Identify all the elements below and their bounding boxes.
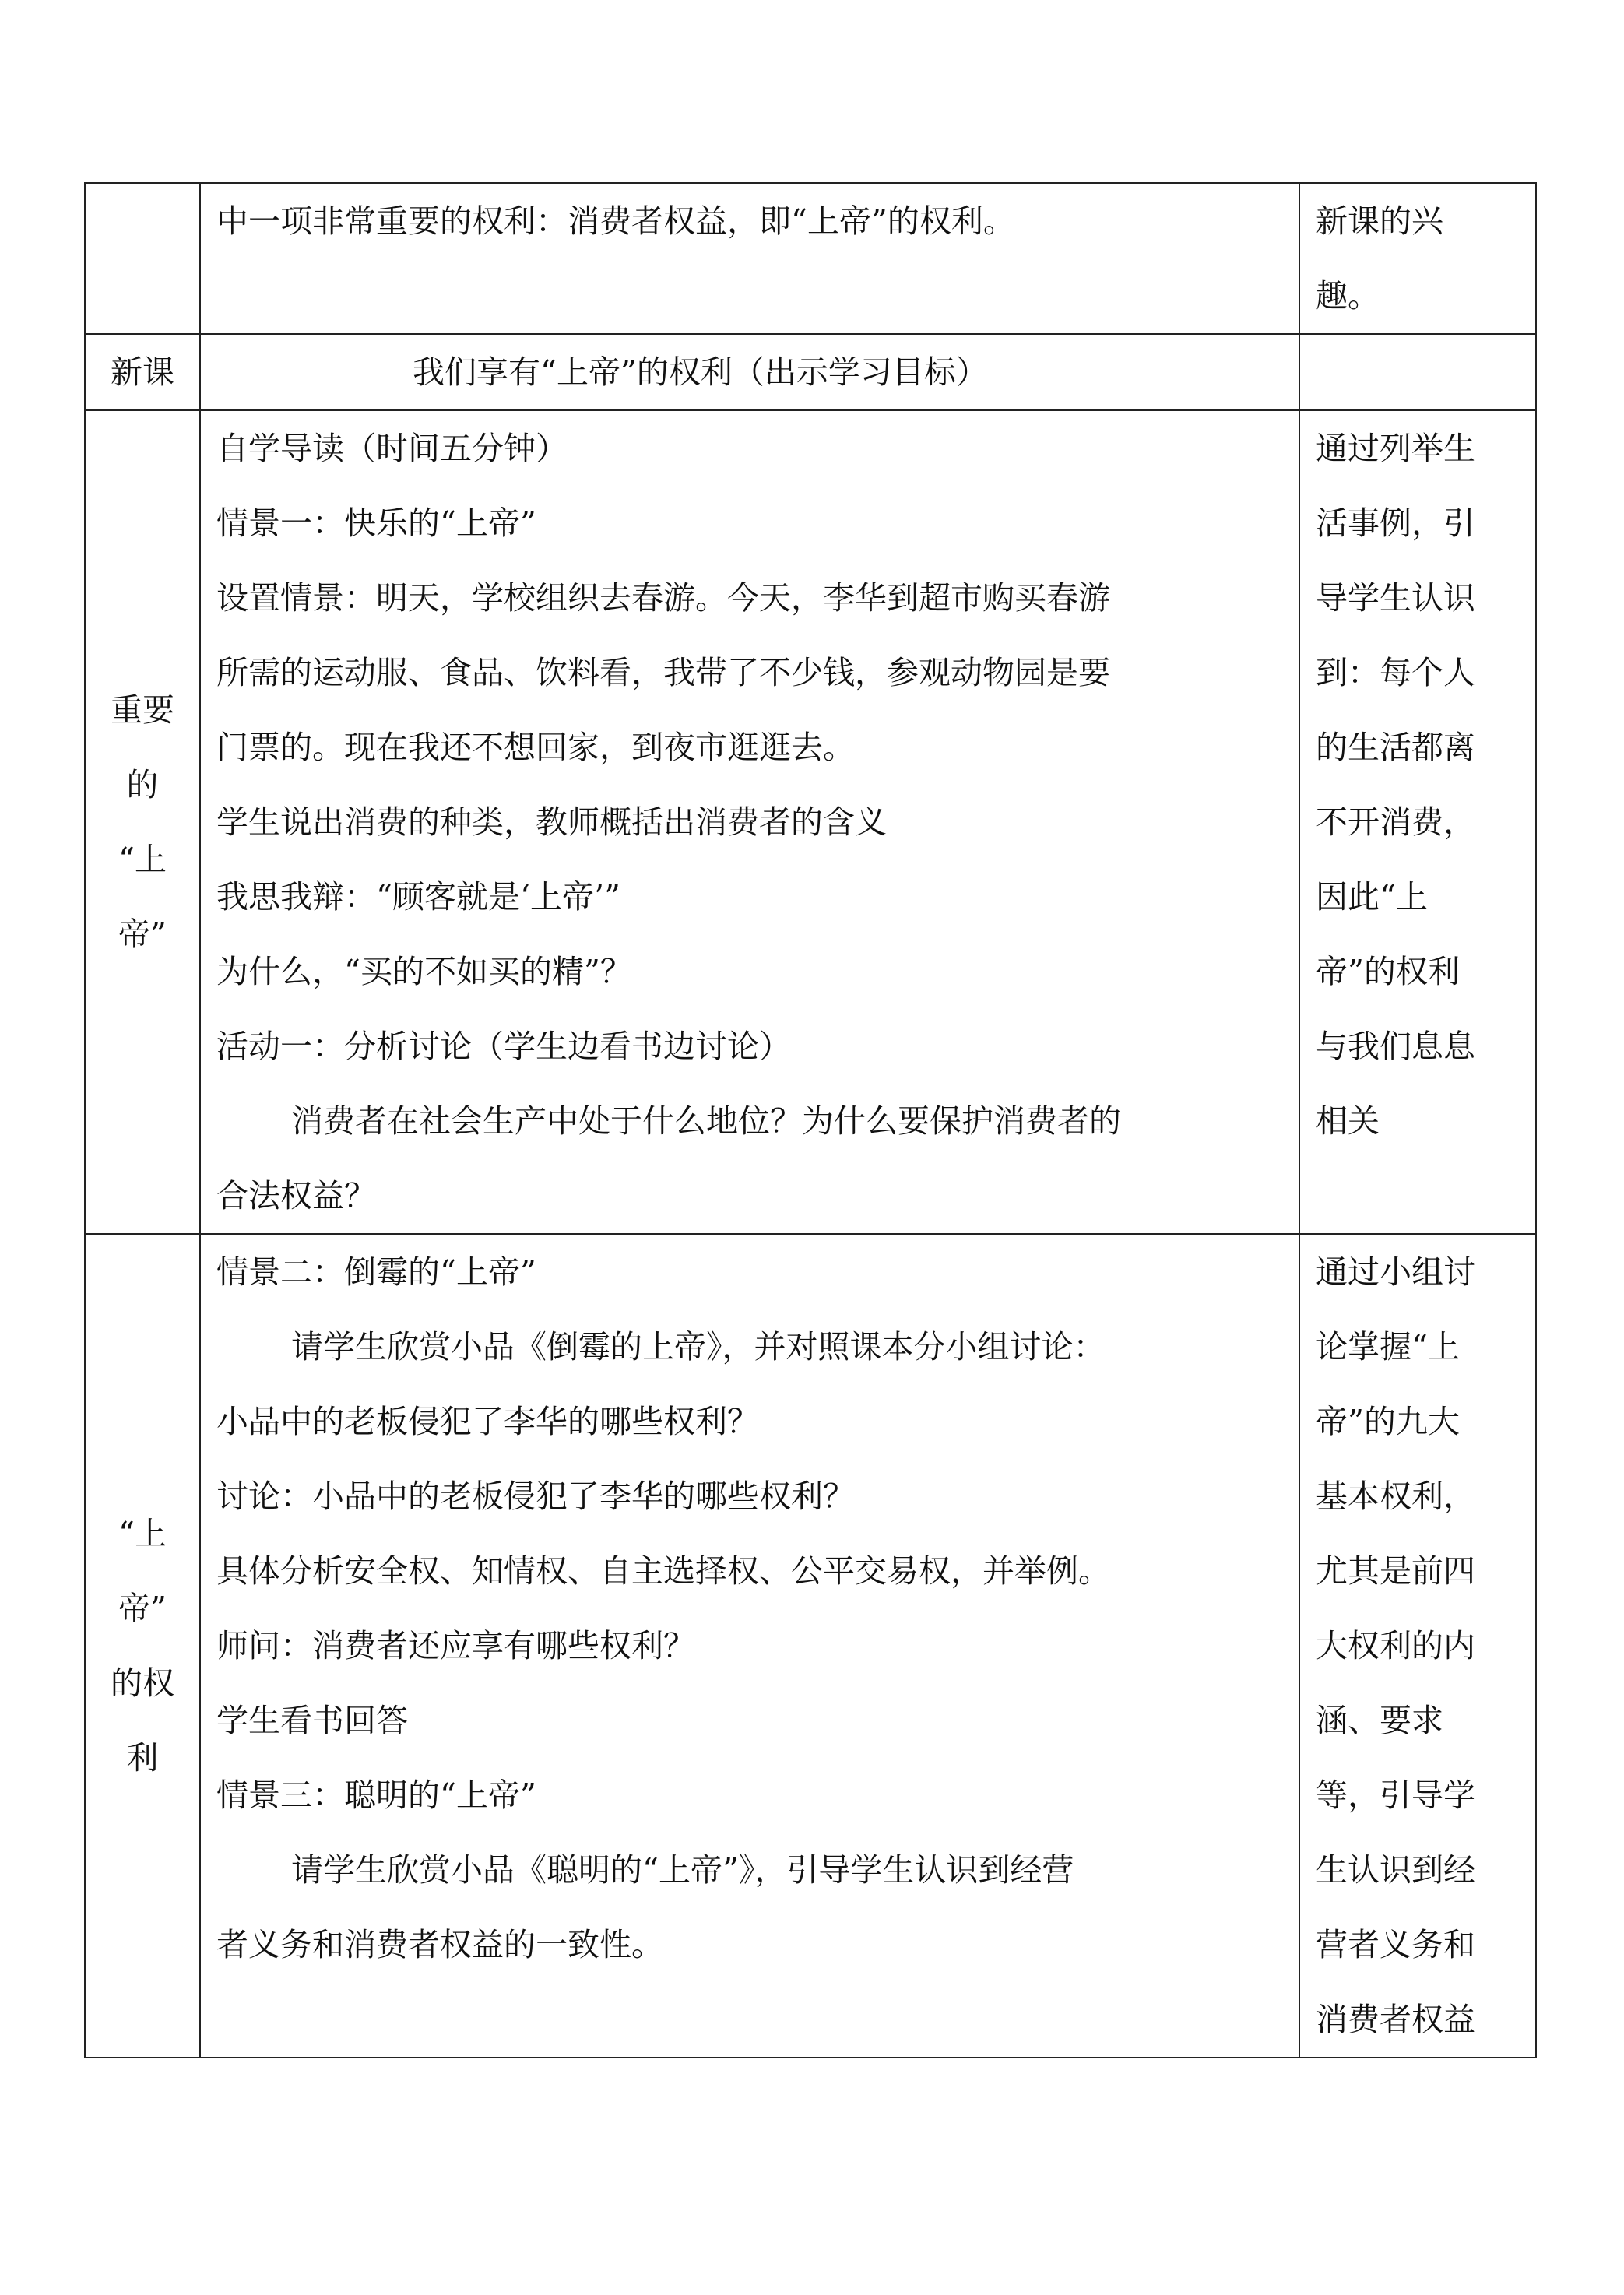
stage-cell: [85, 410, 200, 1234]
content-cell: [200, 334, 1299, 410]
stage-cell: [85, 183, 200, 334]
purpose-cell: [1299, 1234, 1536, 2058]
content-line: 消费者在社会生产中处于什么地位？为什么要保护消费者的: [291, 1102, 1121, 1140]
content-line: 所需的运动服、食品、饮料看，我带了不少钱，参观动物园是要: [216, 654, 1110, 691]
stage-label-line: 帝”: [118, 1590, 167, 1627]
stage-label-line: “上: [118, 1515, 167, 1552]
content-line: 学生说出消费的种类，教师概括出消费者的含义: [216, 803, 887, 841]
content-line: 情景三：聪明的“上帝”: [216, 1777, 536, 1814]
stage-cell: [85, 334, 200, 410]
purpose-line: 营者义务和: [1316, 1926, 1475, 1963]
table-row: [85, 334, 1536, 410]
purpose-line: 帝”的九大: [1316, 1403, 1460, 1440]
purpose-cell: [1299, 410, 1536, 1234]
content-cell: [200, 410, 1299, 1234]
purpose-line: 到：每个人: [1316, 654, 1475, 691]
content-line: 学生看书回答: [216, 1702, 408, 1739]
section-heading: 我们享有“上帝”的权利（出示学习目标）: [413, 353, 988, 391]
content-line: 情景一：快乐的“上帝”: [216, 504, 536, 542]
content-line: 我思我辩：“顾客就是‘上帝’”: [216, 878, 620, 916]
stage-label-line: 重要: [111, 691, 174, 729]
purpose-line: 等，引导学: [1316, 1777, 1475, 1814]
stage-label-line: 帝”: [118, 916, 167, 953]
purpose-line: 涵、要求: [1316, 1702, 1443, 1739]
purpose-line: 通过小组讨: [1316, 1253, 1475, 1291]
content-cell: [200, 183, 1299, 334]
content-line: 设置情景：明天，学校组织去春游。今天，李华到超市购买春游: [216, 579, 1110, 617]
content-line: 者义务和消费者权益的一致性。: [216, 1926, 663, 1963]
table-row: [85, 1234, 1536, 2058]
content-line: 讨论：小品中的老板侵犯了李华的哪些权利？: [216, 1478, 855, 1515]
purpose-line: 新课的兴: [1316, 202, 1443, 240]
purpose-line: 生认识到经: [1316, 1851, 1475, 1889]
purpose-line: 不开消费，: [1316, 803, 1475, 841]
content-line: 自学导读（时间五分钟）: [216, 430, 568, 467]
content-line: 活动一：分析讨论（学生边看书边讨论）: [216, 1028, 791, 1065]
purpose-line: 帝”的权利: [1316, 953, 1460, 990]
lesson-plan-table: [84, 182, 1537, 2058]
content-line: 合法权益？: [216, 1177, 376, 1214]
content-line: 请学生欣赏小品《聪明的“上帝”》，引导学生认识到经营: [291, 1851, 1074, 1889]
purpose-line: 的生活都离: [1316, 729, 1475, 766]
purpose-line: 论掌握“上: [1316, 1328, 1460, 1365]
purpose-line: 大权利的内: [1316, 1627, 1475, 1664]
content-cell: [200, 1234, 1299, 2058]
purpose-line: 活事例，引: [1316, 504, 1475, 542]
purpose-line: 消费者权益: [1316, 2001, 1475, 2038]
purpose-line: 尤其是前四: [1316, 1552, 1475, 1590]
purpose-cell: [1299, 334, 1536, 410]
purpose-line: 导学生认识: [1316, 579, 1475, 617]
stage-label-line: 的权: [111, 1664, 174, 1702]
stage-label-line: 利: [126, 1739, 159, 1777]
content-line: 具体分析安全权、知情权、自主选择权、公平交易权，并举例。: [216, 1552, 1110, 1590]
table-row: [85, 410, 1536, 1234]
content-line: 小品中的老板侵犯了李华的哪些权利？: [216, 1403, 759, 1440]
purpose-cell: [1299, 183, 1536, 334]
stage-label-line: “上: [118, 841, 167, 878]
stage-cell: [85, 1234, 200, 2058]
purpose-line: 相关: [1316, 1102, 1380, 1140]
content-line: 师问：消费者还应享有哪些权利？: [216, 1627, 695, 1664]
content-line: 为什么，“买的不如买的精”？: [216, 953, 632, 990]
purpose-line: 通过列举生: [1316, 430, 1475, 467]
content-line: 中一项非常重要的权利：消费者权益，即“上帝”的权利。: [216, 202, 1015, 240]
content-line: 请学生欣赏小品《倒霉的上帝》，并对照课本分小组讨论：: [291, 1328, 1106, 1365]
content-line: 情景二：倒霉的“上帝”: [216, 1253, 536, 1291]
stage-label-line: 的: [126, 766, 159, 803]
purpose-line: 与我们息息: [1316, 1028, 1475, 1065]
content-line: 门票的。现在我还不想回家，到夜市逛逛去。: [216, 729, 855, 766]
purpose-line: 基本权利，: [1316, 1478, 1475, 1515]
table-row: [85, 183, 1536, 334]
purpose-line: 趣。: [1316, 277, 1380, 315]
purpose-line: 因此“上: [1316, 878, 1428, 916]
stage-label: 新课: [111, 353, 174, 391]
